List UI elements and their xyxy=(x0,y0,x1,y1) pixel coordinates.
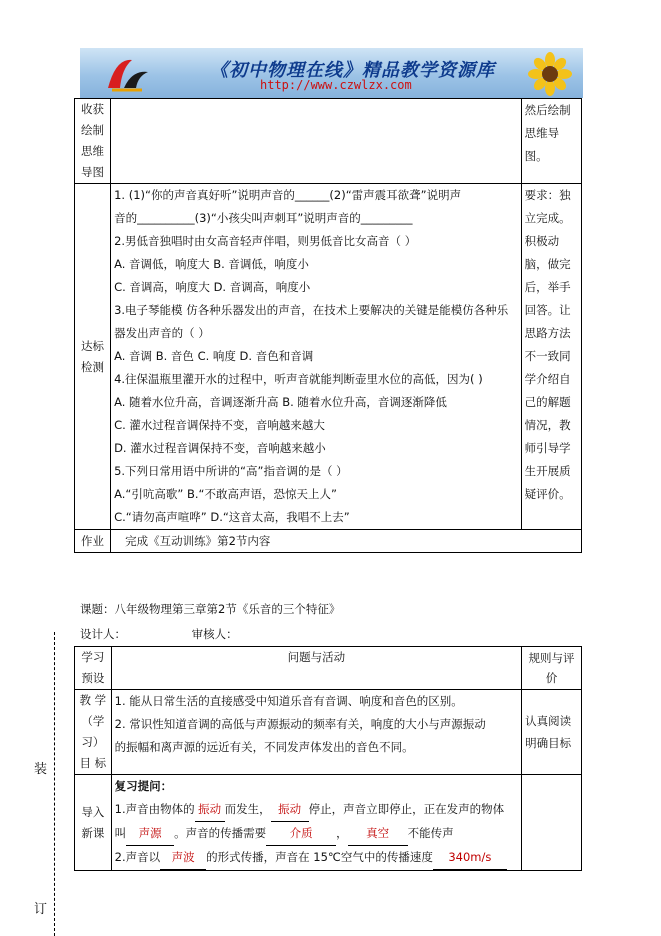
homework-label: 作业 xyxy=(75,530,111,553)
answer-blank: 声波 xyxy=(160,846,206,870)
test-line: C. 音调高，响度大 D. 音调高，响度小 xyxy=(114,280,311,294)
intro-text: 1.声音由物体的 xyxy=(114,802,195,816)
lesson-table-part2 xyxy=(74,646,582,871)
mindmap-content xyxy=(111,99,522,184)
mindmap-note: 然后绘制思维导图。 xyxy=(521,99,581,184)
answer-blank: 振动 xyxy=(195,798,225,822)
test-line: C. 灌水过程音调保持不变，音响越来越大 xyxy=(114,418,325,432)
intro-text: 。声音的传播需要 xyxy=(174,826,267,840)
mindmap-row xyxy=(75,99,582,184)
header-col2: 问题与活动 xyxy=(111,647,521,690)
test-line: 音的__________(3)“小孩尖叫声刺耳”说明声音的_________ xyxy=(114,211,413,225)
test-line: 5.下列日常用语中所讲的“高”指音调的是（ ） xyxy=(114,464,348,478)
test-line: A. 随着水位升高，音调逐渐升高 B. 随着水位升高，音调逐渐降低 xyxy=(114,395,447,409)
designer-line xyxy=(80,626,238,642)
binding-char: 装 xyxy=(34,758,47,777)
test-line: 器发出声音的（ ） xyxy=(114,326,210,340)
header-col1: 学习预设 xyxy=(75,647,112,690)
test-requirements: 要求：独立完成。积极动脑，做完后，举手回答。让思路方法不一致同学介绍自己的解题情况，教师引导学生开展质疑评价。 xyxy=(521,184,581,530)
test-row xyxy=(75,184,582,530)
homework-text: 完成《互动训练》第2节内容 xyxy=(111,530,582,553)
goal-line: 2. 常识性知道音调的高低与声源振动的频率有关，响度的大小与声源振动 xyxy=(114,717,486,731)
goal-line: 1. 能从日常生活的直接感受中知道乐音有音调、响度和音色的区别。 xyxy=(114,694,463,708)
test-line: D. 灌水过程音调保持不变，音响越来越小 xyxy=(114,441,326,455)
answer-blank: 声源 xyxy=(126,822,174,846)
designer-label: 设计人： xyxy=(80,627,126,641)
intro-line xyxy=(115,822,518,846)
banner-title: 《初中物理在线》精品教学资源库 xyxy=(210,60,495,81)
intro-text: 不能传声 xyxy=(407,826,454,840)
mindmap-label: 收获绘制思维导图 xyxy=(75,99,111,184)
test-line: A. 音调低，响度大 B. 音调低，响度小 xyxy=(114,257,309,271)
intro-note xyxy=(522,775,582,871)
test-content xyxy=(111,184,522,530)
answer-blank: 介质 xyxy=(266,822,336,846)
header-col3: 规则与评价 xyxy=(522,647,582,690)
logo-icon xyxy=(102,54,152,94)
test-line: 4.往保温瓶里灌开水的过程中，听声音就能判断壶里水位的高低，因为( ) xyxy=(114,372,483,386)
test-line: A.“引吭高歌” B.“不敢高声语，恐惊天上人” xyxy=(114,487,337,501)
test-line: A. 音调 B. 音色 C. 响度 D. 音色和音调 xyxy=(114,349,314,363)
goals-row xyxy=(75,690,582,775)
goals-content xyxy=(111,690,521,775)
intro-text: 2.声音以 xyxy=(114,850,161,864)
answer-blank: 真空 xyxy=(348,822,408,846)
intro-content xyxy=(111,775,521,871)
sunflower-icon xyxy=(525,52,575,96)
lesson-table-part1 xyxy=(74,98,582,553)
binding-char: 订 xyxy=(34,898,47,917)
test-line: 3.电子琴能模 仿各种乐器发出的声音，在技术上要解决的关键是能模仿各种乐 xyxy=(114,303,509,317)
intro-line xyxy=(115,846,518,870)
intro-line xyxy=(115,798,518,822)
test-line: 1. (1)“你的声音真好听”说明声音的______(2)“雷声震耳欲聋”说明声 xyxy=(114,188,462,202)
intro-text: ， xyxy=(336,826,348,840)
intro-row xyxy=(75,775,582,871)
goals-note: 认真阅读明确目标 xyxy=(522,690,582,775)
test-line: C.“请勿高声喧哗” D.“这音太高，我唱不上去” xyxy=(114,510,350,524)
intro-text: 而发生， xyxy=(224,802,271,816)
intro-heading: 复习提问： xyxy=(114,779,173,793)
answer-blank: 340m/s xyxy=(433,846,507,870)
intro-text: 停止，声音立即停止，正在发声的物体 xyxy=(308,802,505,816)
goal-line: 的振幅和离声源的远近有关，不同发声体发出的音色不同。 xyxy=(114,740,414,754)
banner-url: http://www.czwlzx.com xyxy=(260,78,412,92)
goals-label: 教 学（学习）目 标 xyxy=(75,690,112,775)
test-label: 达标检测 xyxy=(75,184,111,530)
test-line: 2.男低音独唱时由女高音轻声伴唱，则男低音比女高音（ ） xyxy=(114,234,417,248)
lesson-title: 课题：八年级物理第三章第2节《乐音的三个特征》 xyxy=(80,602,341,616)
reviewer-label: 审核人： xyxy=(191,627,238,641)
answer-blank: 振动 xyxy=(271,798,309,822)
intro-text: 的形式传播，声音在 15℃空气中的传播速度 xyxy=(206,850,433,864)
intro-text: 叫 xyxy=(114,826,127,840)
intro-label: 导入新课 xyxy=(75,775,112,871)
binding-line xyxy=(54,632,55,936)
header-banner xyxy=(80,48,583,98)
header-row xyxy=(75,647,582,690)
homework-row xyxy=(75,530,582,553)
